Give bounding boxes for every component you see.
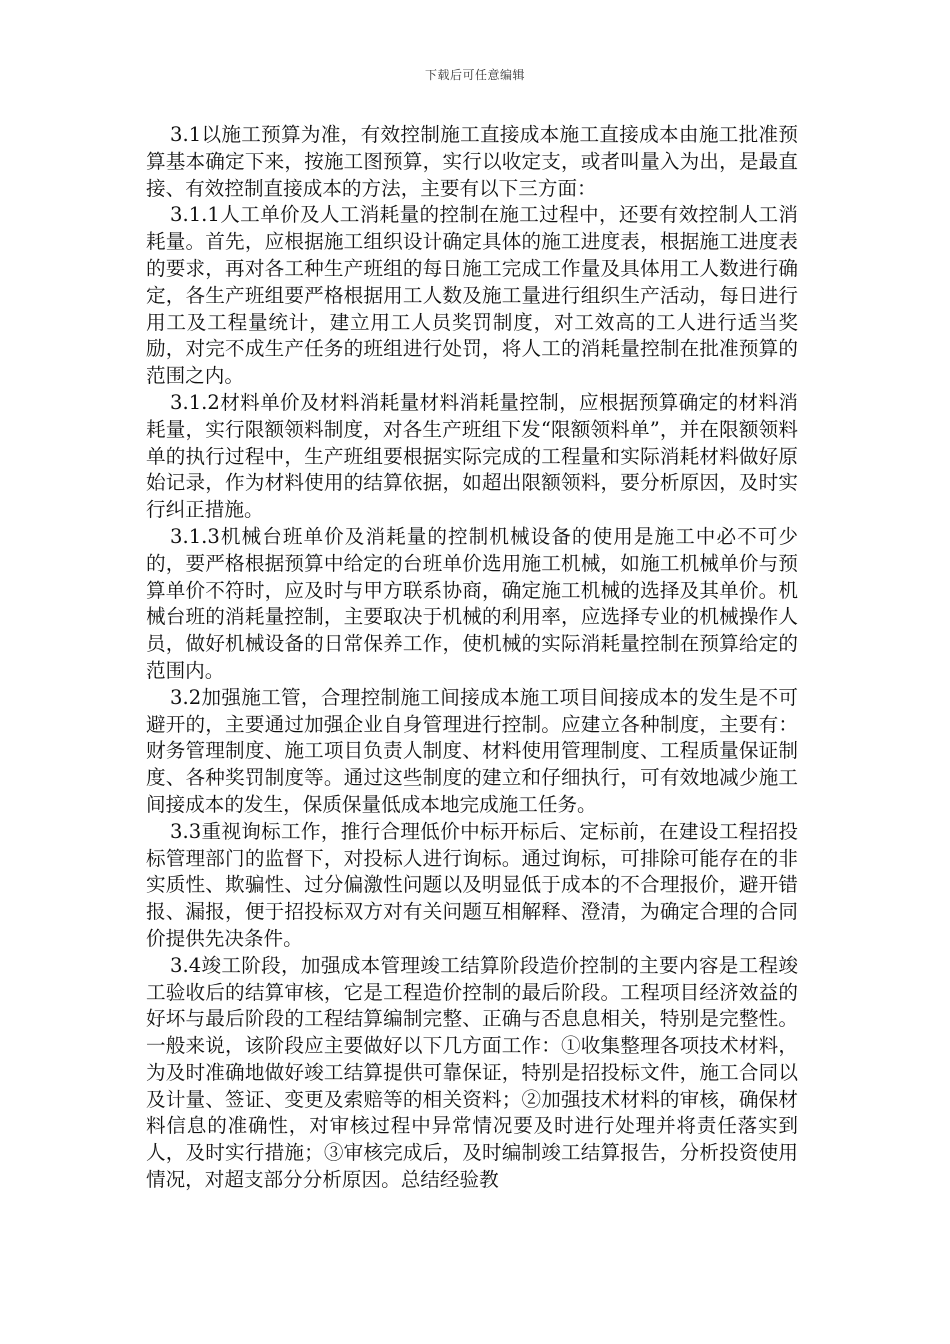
paragraph-3-1-3: 3.1.3机械台班单价及消耗量的控制机械设备的使用是施工中必不可少的，要严格根据预算中给定的台班单价选用施工机械，如施工机械单价与预算单价不符时，应及时与甲方联系协商，确定施工机械的选择及其单价。机械台班的消耗量控制，主要取决于机械的利用率，应选择专业的机械操作人员，做好机械设备的日常保养工作，使机械的实际消耗量控制在预算给定的范围内。 xyxy=(146,524,798,682)
paragraph-3-1: 3.1以施工预算为准，有效控制施工直接成本施工直接成本由施工批准预算基本确定下来，按施工图预算，实行以收定支，或者叫量入为出，是最直接、有效控制直接成本的方法，主要有以下三方面： xyxy=(146,123,798,200)
paragraph-3-4: 3.4竣工阶段，加强成本管理竣工结算阶段造价控制的主要内容是工程竣工验收后的结算审核，它是工程造价控制的最后阶段。工程项目经济效益的好坏与最后阶段的工程结算编制完整、正确与否息息相关，特别是完整性。一般来说，该阶段应主要做好以下几方面工作：①收集整理各项技术材料，为及时准确地做好竣工结算提供可靠保证，特别是招投标文件，施工合同以及计量、签证、变更及索赔等的相关资料；②加强技术材料的审核，确保材料信息的准确性，对审核过程中异常情况要及时进行处理并将责任落实到人，及时实行措施；③审核完成后，及时编制竣工结算报告，分析投资使用情况，对超支部分分析原因。总结经验教 xyxy=(146,953,798,1192)
paragraph-3-1-1: 3.1.1人工单价及人工消耗量的控制在施工过程中，还要有效控制人工消耗量。首先，应根据施工组织设计确定具体的施工进度表，根据施工进度表的要求，再对各工种生产班组的每日施工完成工作量及具体用工人数进行确定，各生产班组要严格根据用工人数及施工量进行组织生产活动，每日进行用工及工程量统计，建立用工人员奖罚制度，对工效高的工人进行适当奖励，对完不成生产任务的班组进行处罚，将人工的消耗量控制在批准预算的范围之内。 xyxy=(146,203,798,388)
paragraph-3-3: 3.3重视询标工作，推行合理低价中标开标后、定标前，在建设工程招投标管理部门的监督下，对投标人进行询标。通过询标，可排除可能存在的非实质性、欺骗性、过分偏激性问题以及明显低于成本的不合理报价，避开错报、漏报，便于招投标双方对有关问题互相解释、澄清，为确定合理的合同价提供先决条件。 xyxy=(146,819,798,950)
page-header: 下载后可任意编辑 xyxy=(424,68,525,82)
paragraph-3-2: 3.2加强施工管，合理控制施工间接成本施工项目间接成本的发生是不可避开的，主要通过加强企业自身管理进行控制。应建立各种制度，主要有：财务管理制度、施工项目负责人制度、材料使用管理制度、工程质量保证制度、各种奖罚制度等。通过这些制度的建立和仔细执行，可有效地减少施工间接成本的发生，保质保量低成本地完成施工任务。 xyxy=(146,685,798,816)
document-body xyxy=(146,122,798,1194)
paragraph-3-1-2: 3.1.2材料单价及材料消耗量材料消耗量控制，应根据预算确定的材料消耗量，实行限额领料制度，对各生产班组下发“限额领料单”，并在限额领料单的执行过程中，生产班组要根据实际完成的工程量和实际消耗材料做好原始记录，作为材料使用的结算依据，如超出限额领料，要分析原因，及时实行纠正措施。 xyxy=(146,390,798,522)
